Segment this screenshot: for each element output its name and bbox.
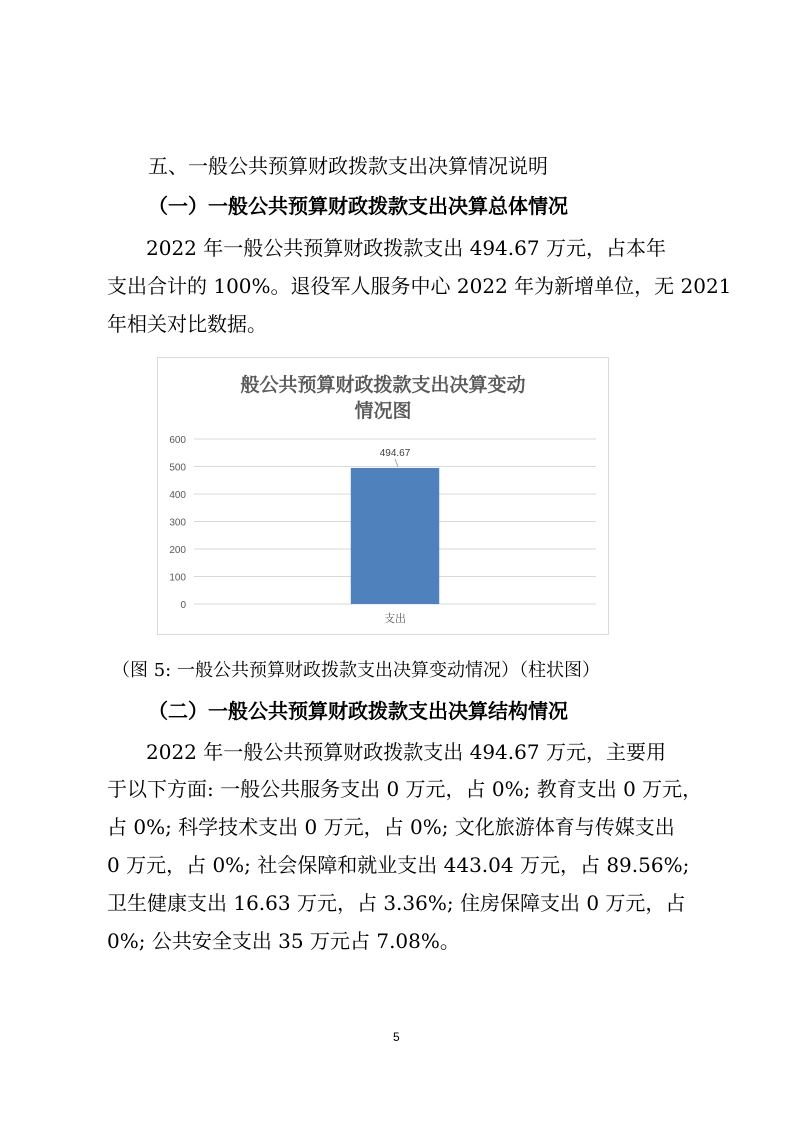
y-tick-label: 0 [180,600,186,611]
bar-chart [157,357,609,635]
y-tick-label: 400 [169,490,186,501]
chart-title-line-2: 情况图 [354,400,412,422]
subsection-2-title: （二）一般公共预算财政拨款支出决算结构情况 [148,699,568,723]
x-tick-label: 支出 [384,613,406,625]
y-tick-label: 500 [169,462,186,474]
paragraph-line: 支出合计的 100%。退役军人服务中心 2022 年为新增单位，无 2021 [107,274,732,298]
subsection-1-title: （一）一般公共预算财政拨款支出决算总体情况 [148,194,568,218]
paragraph-line: 卫生健康支出 16.63 万元，占 3.36%; 住房保障支出 0 万元，占 [107,891,686,915]
y-tick-label: 100 [169,572,186,584]
y-tick-label: 200 [169,545,186,556]
chart-title-line-1: 般公共预算财政拨款支出决算变动 [240,374,526,396]
data-label-leader [395,459,398,467]
data-label: 494.67 [379,447,411,459]
page-number: 5 [393,1030,400,1044]
y-tick-label: 300 [169,517,186,529]
section-heading: 五、一般公共预算财政拨款支出决算情况说明 [148,154,548,178]
paragraph-line: 占 0%; 科学技术支出 0 万元，占 0%; 文化旅游体育与传媒支出 [107,815,675,839]
bar [351,468,439,604]
paragraph-line: 于以下方面: 一般公共服务支出 0 万元，占 0%; 教育支出 0 万元， [107,777,703,801]
y-tick-label: 600 [169,435,186,446]
paragraph-line: 2022 年一般公共预算财政拨款支出 494.67 万元，占本年 [146,236,666,260]
paragraph-line: 2022 年一般公共预算财政拨款支出 494.67 万元，主要用 [146,740,666,764]
paragraph-line: 年相关对比数据。 [107,312,267,336]
figure-caption: （图 5: 一般公共预算财政拨款支出决算变动情况）（柱状图） [112,660,600,681]
chart-plot [158,358,608,634]
paragraph-line: 0 万元，占 0%; 社会保障和就业支出 443.04 万元，占 89.56%; [107,853,690,877]
paragraph-line: 0%; 公共安全支出 35 万元占 7.08%。 [107,929,460,953]
